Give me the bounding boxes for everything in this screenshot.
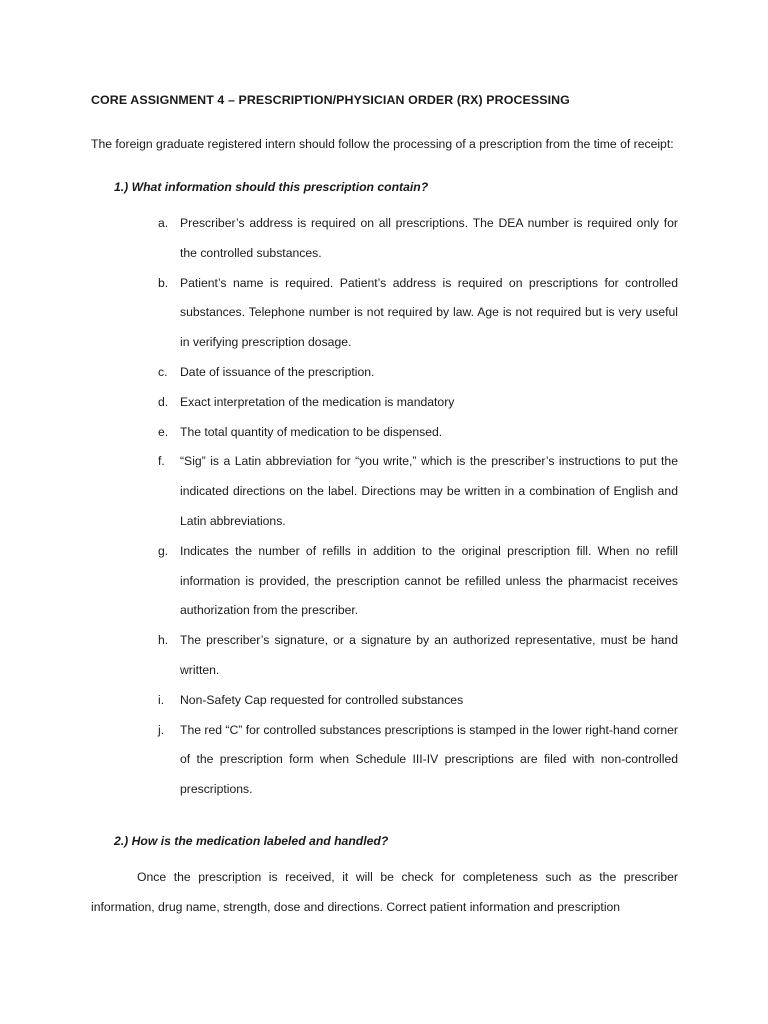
list-marker: d. (158, 394, 169, 409)
list-marker: e. (158, 424, 169, 439)
list-item-text: “Sig” is a Latin abbreviation for “you write,” which is the prescriber’s instructions to put the indicated directions on the label. Directions may be written in a combination of English and Latin abbreviations. (180, 454, 678, 528)
list-marker: f. (158, 454, 165, 469)
list-item (158, 269, 678, 358)
page-title: CORE ASSIGNMENT 4 – PRESCRIPTION/PHYSICIAN ORDER (RX) PROCESSING (91, 93, 570, 107)
list-item-text: The prescriber’s signature, or a signature by an authorized representative, must be hand written. (180, 633, 678, 677)
list-item (158, 626, 678, 686)
list-item-text: The total quantity of medication to be dispensed. (180, 424, 443, 439)
list-item (158, 209, 678, 269)
list-item (158, 537, 678, 626)
question-1-heading: 1.) What information should this prescription contain? (114, 180, 429, 194)
list-marker: h. (158, 633, 169, 648)
list-item-text: The red “C” for controlled substances prescriptions is stamped in the lower right-hand corner of the prescription form when Schedule III-IV prescriptions are filed with non-controlled prescriptions. (180, 722, 678, 797)
list-item-text: Prescriber’s address is required on all prescriptions. The DEA number is required only for the controlled substances. (180, 216, 678, 260)
list-marker: j. (158, 722, 165, 737)
list-item (158, 418, 678, 448)
list-marker: b. (158, 275, 169, 290)
intro-text: The foreign graduate registered intern should follow the processing of a prescription from the time of receipt: (91, 137, 674, 151)
list-item-text: Non-Safety Cap requested for controlled substances (180, 692, 464, 707)
list-item (158, 447, 678, 536)
list-item (158, 388, 678, 418)
list-item-text: Patient’s name is required. Patient’s address is required on prescriptions for controlled substances. Telephone number is not required by law. Age is not required but is very useful in verifying prescription dosage. (180, 275, 678, 350)
question-2-heading: 2.) How is the medication labeled and handled? (114, 834, 389, 848)
list-marker: a. (158, 216, 169, 230)
list-item (158, 686, 678, 716)
list-item (158, 358, 678, 388)
list-marker: c. (158, 364, 168, 379)
list-item-text: Date of issuance of the prescription. (180, 364, 375, 379)
body-paragraph: Once the prescription is received, it will be check for completeness such as the prescriber information, drug name, strength, dose and directions. Correct patient information and prescription (91, 870, 678, 914)
list-item-text: Indicates the number of refills in addition to the original prescription fill. When no refill information is provided, the prescription cannot be refilled unless the pharmacist receives authorization from the prescriber. (180, 543, 678, 618)
list-marker: g. (158, 543, 169, 558)
requirements-list (158, 209, 678, 805)
list-item (158, 716, 678, 805)
list-marker: i. (158, 692, 165, 707)
list-item-text: Exact interpretation of the medication is mandatory (180, 394, 455, 409)
